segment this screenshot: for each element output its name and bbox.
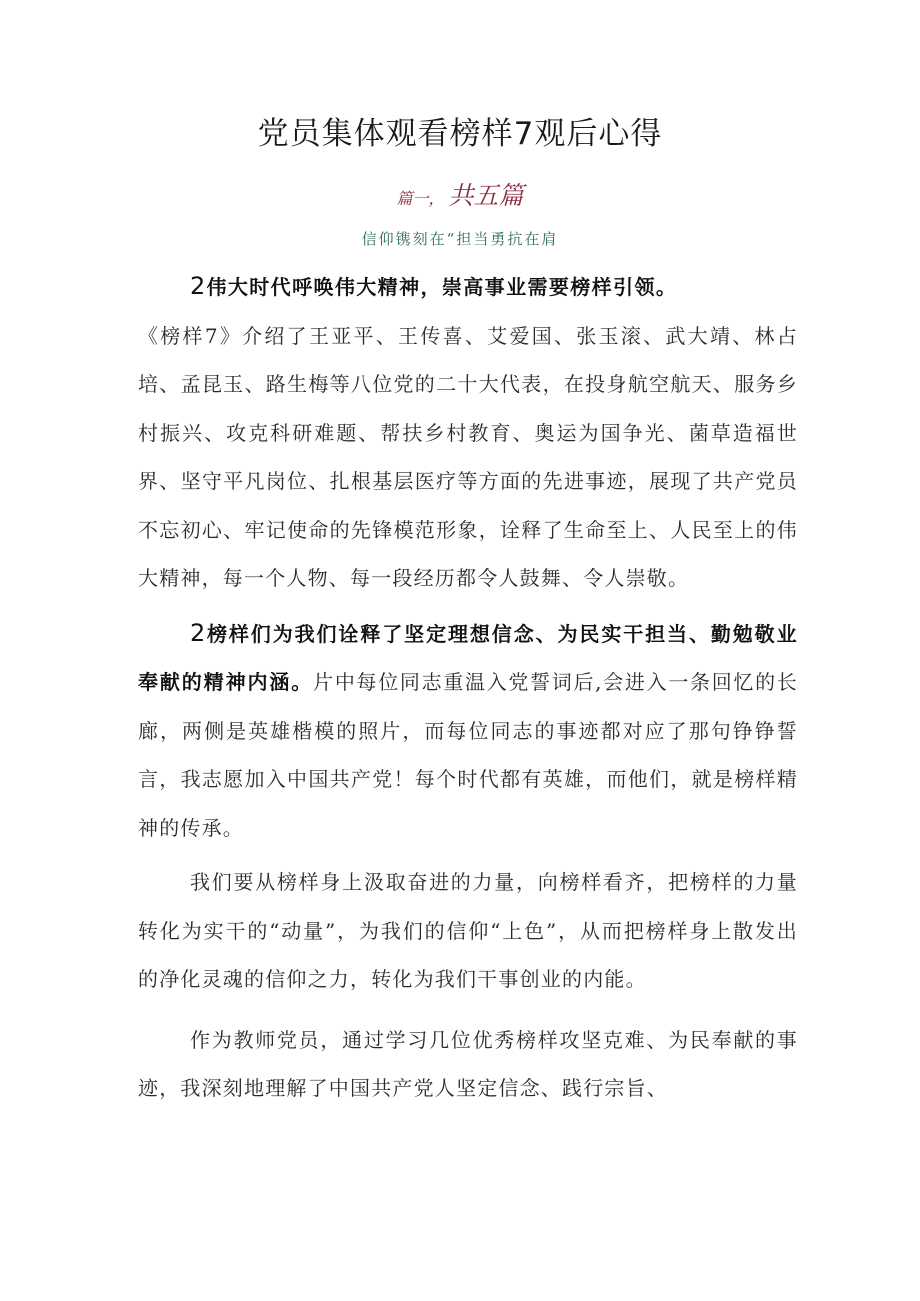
paragraph-2: 《榜样7》介绍了王亚平、王传喜、艾爱国、张玉滚、武大靖、林占培、孟昆玉、路生梅等八位党的二十大代表，在投身航空航天、服务乡村振兴、攻克科研难题、帮扶乡村教育、奥运为国争光、菌草造福世界、坚守平凡岗位、扎根基层医疗等方面的先进事迹，展现了共产党员不忘初心、牢记使命的先锋模范形象，诠释了生命至上、人民至上的伟大精神，每一个人物、每一段经历都令人鼓舞、令人崇敬。 <box>138 323 798 590</box>
paragraph-1-bold-text: 伟大时代呼唤伟大精神，崇高事业需要榜样引领。 <box>206 275 678 299</box>
paragraph-3-number: 2 <box>190 618 207 647</box>
subtitle-main: 共五篇 <box>448 181 524 210</box>
document-subtitle <box>0 176 920 212</box>
document-body <box>138 262 798 1113</box>
document-tagline: 信仰镌刻在“担当勇抗在肩 <box>361 230 559 248</box>
paragraph-3 <box>138 609 798 853</box>
paragraph-3-text: 片中每位同志重温入党誓词后,会进入一条回忆的长廊，两侧是英雄楷模的照片，而每位同志的事迹都对应了那句铮铮誓言，我志愿加入中国共产党！每个时代都有英雄，而他们，就是榜样精神的传承。 <box>138 670 798 840</box>
paragraph-1-number: 2 <box>190 272 207 300</box>
document-title: 党员集体观看榜样7观后心得 <box>257 116 663 152</box>
paragraph-1 <box>138 262 798 312</box>
paragraph-5: 作为教师党员，通过学习几位优秀榜样攻坚克难、为民奉献的事迹，我深刻地理解了中国共产党人坚定信念、践行宗旨、 <box>138 1027 798 1100</box>
subtitle-prefix: 篇一， <box>396 189 445 208</box>
paragraph-3-bold-text: 榜样们为我们诠释了坚定理想信念、为民实干担当、勤勉敬业奉献的精神内涵。 <box>138 621 798 694</box>
paragraph-4: 我们要从榜样身上汲取奋进的力量，向榜样看齐，把榜样的力量转化为实干的“动量”，为我们的信仰“上色”，从而把榜样身上散发出的净化灵魂的信仰之力，转化为我们干事创业的内能。 <box>138 870 798 991</box>
